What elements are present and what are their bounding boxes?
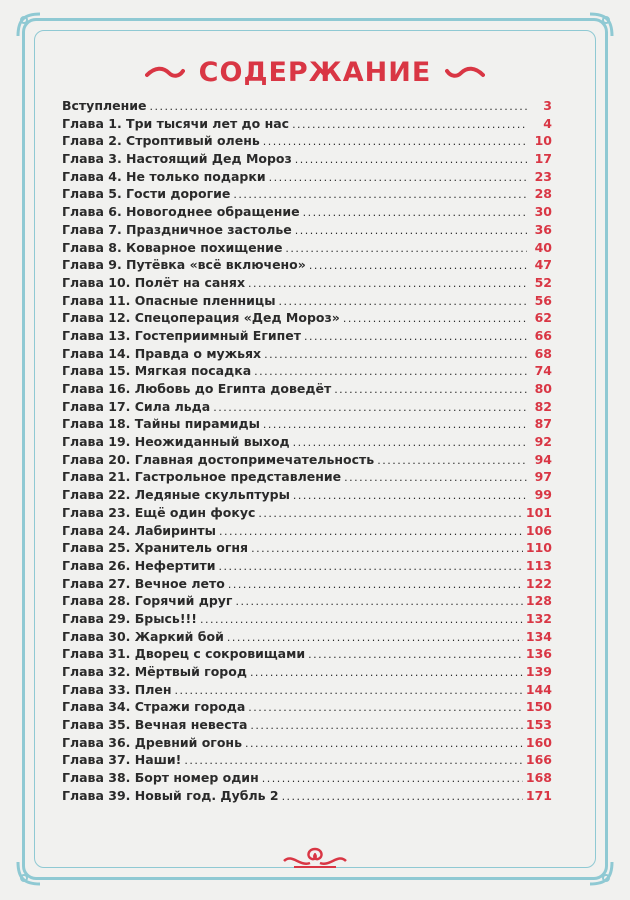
toc-entry-page: 110 (525, 540, 552, 556)
toc-entry-page: 92 (534, 434, 552, 450)
toc-entry-title: Глава 9. Путёвка «всё включено» (62, 257, 306, 273)
toc-entry-page: 47 (534, 257, 552, 273)
toc-entry (62, 310, 552, 328)
toc-entry (62, 381, 552, 399)
toc-entry-page: 30 (534, 204, 552, 220)
dot-leader (308, 648, 523, 661)
toc-entry-title: Глава 13. Гостеприимный Египет (62, 327, 301, 343)
toc-entry-page: 166 (525, 752, 552, 768)
toc-entry (62, 593, 552, 611)
toc-entry-page: 87 (534, 416, 552, 432)
dot-leader (250, 666, 523, 679)
dot-leader (295, 224, 527, 237)
toc-entry-title: Глава 36. Древний огонь (62, 734, 242, 750)
toc-entry (62, 682, 552, 700)
dot-leader (248, 701, 523, 714)
toc-entry-title: Глава 34. Стражи города (62, 699, 246, 715)
toc-entry (62, 576, 552, 594)
toc-entry-title: Глава 5. Гости дорогие (62, 186, 231, 202)
toc-entry-title: Глава 24. Лабиринты (62, 522, 216, 538)
toc-entry-title: Вступление (62, 98, 147, 113)
toc-entry-page: 139 (525, 664, 552, 679)
toc-entry-page: 171 (525, 787, 552, 803)
toc-entry-title: Глава 18. Тайны пирамиды (62, 416, 260, 432)
toc-entry (62, 186, 552, 204)
toc-entry (62, 452, 552, 470)
toc-entry (62, 98, 552, 116)
toc-entry-title: Глава 29. Брысь!!! (62, 610, 197, 626)
toc-entry-title: Глава 28. Горячий друг (62, 593, 233, 609)
dot-leader (377, 454, 527, 467)
dot-leader (245, 737, 523, 750)
toc-entry-page: 23 (534, 168, 552, 184)
dot-leader (304, 330, 527, 343)
toc-entry-title: Глава 3. Настоящий Дед Мороз (62, 151, 292, 167)
dot-leader (303, 206, 527, 219)
toc-entry-title: Глава 10. Полёт на санях (62, 274, 246, 290)
toc-entry (62, 629, 552, 647)
toc-entry-page: 150 (525, 699, 552, 715)
toc-entry-page: 168 (525, 770, 552, 786)
toc-entry-title: Глава 21. Гастрольное представление (62, 469, 342, 485)
toc-entry-page: 74 (534, 363, 552, 379)
toc-entry-title: Глава 12. Спецоперация «Дед Мороз» (62, 310, 340, 326)
dot-leader (293, 436, 527, 449)
toc-entry (62, 257, 552, 275)
toc-entry (62, 151, 552, 169)
toc-entry-title: Глава 35. Вечная невеста (62, 717, 248, 733)
dot-leader (174, 684, 522, 697)
toc-entry (62, 523, 552, 541)
toc-entry-page: 99 (534, 487, 552, 503)
toc-entry-title: Глава 22. Ледяные скульптуры (62, 487, 290, 503)
toc-entry-title: Глава 19. Неожиданный выход (62, 434, 290, 450)
toc-entry-title: Глава 25. Хранитель огня (62, 540, 249, 556)
toc-entry (62, 416, 552, 434)
toc-entry (62, 735, 552, 753)
dot-leader (293, 489, 527, 502)
toc-entry (62, 434, 552, 452)
toc-entry-title: Глава 1. Три тысячи лет до нас (62, 115, 290, 131)
toc-entry-title: Глава 32. Мёртвый город (62, 664, 247, 679)
toc-entry (62, 505, 552, 523)
toc-entry (62, 133, 552, 151)
dot-leader (213, 401, 527, 414)
dot-leader (248, 277, 527, 290)
dot-leader (258, 507, 523, 520)
dot-leader (254, 365, 527, 378)
toc-entry-title: Глава 11. Опасные пленницы (62, 292, 276, 308)
toc-entry (62, 558, 552, 576)
dot-leader (235, 595, 522, 608)
toc-entry (62, 487, 552, 505)
toc-entry-page: 160 (525, 734, 552, 750)
page-title: СОДЕРЖАНИЕ (198, 56, 432, 88)
toc-entry-page: 3 (543, 98, 552, 113)
toc-entry (62, 699, 552, 717)
toc-entry-page: 28 (534, 186, 552, 202)
toc-entry (62, 788, 552, 806)
toc-entry (62, 611, 552, 629)
toc-entry (62, 275, 552, 293)
toc-entry (62, 169, 552, 187)
dot-leader (219, 560, 523, 573)
toc-entry-title: Глава 14. Правда о мужьях (62, 345, 262, 361)
toc-entry-title: Глава 26. Нефертити (62, 557, 216, 573)
toc-entry (62, 469, 552, 487)
toc-entry-page: 97 (534, 469, 552, 485)
bottom-ornament-icon (280, 845, 350, 871)
toc-entry-page: 101 (525, 504, 552, 520)
dot-leader (334, 383, 527, 396)
toc-entry-title: Глава 38. Борт номер один (62, 770, 259, 786)
toc-entry-page: 113 (525, 557, 552, 573)
toc-entry-page: 80 (534, 381, 552, 396)
title-block (0, 52, 630, 92)
toc-entry-page: 136 (525, 646, 552, 662)
dot-leader (295, 153, 527, 166)
corner-ornament-icon (586, 10, 616, 40)
dot-leader (184, 754, 523, 767)
toc-entry-page: 17 (534, 151, 552, 167)
dot-leader (292, 118, 527, 131)
dot-leader (149, 100, 527, 113)
toc-entry (62, 222, 552, 240)
dot-leader (251, 542, 523, 555)
toc-entry-title: Глава 15. Мягкая посадка (62, 363, 252, 379)
toc-entry-page: 94 (534, 451, 552, 467)
toc-entry-title: Глава 4. Не только подарки (62, 168, 266, 184)
toc-entry-page: 4 (543, 115, 552, 131)
dot-leader (200, 613, 523, 626)
toc-entry (62, 240, 552, 258)
toc-entry (62, 293, 552, 311)
table-of-contents (62, 98, 552, 806)
toc-entry-title: Глава 23. Ещё один фокус (62, 504, 256, 520)
toc-entry-page: 66 (534, 327, 552, 343)
toc-entry (62, 116, 552, 134)
toc-entry-title: Глава 27. Вечное лето (62, 575, 225, 591)
toc-entry-title: Глава 16. Любовь до Египта доведёт (62, 381, 332, 396)
toc-entry-title: Глава 39. Новый год. Дубль 2 (62, 787, 279, 803)
toc-entry-page: 62 (534, 310, 552, 326)
toc-entry-page: 128 (525, 593, 552, 609)
dot-leader (263, 135, 527, 148)
toc-entry (62, 328, 552, 346)
dot-leader (264, 348, 527, 361)
corner-ornament-icon (14, 10, 44, 40)
dot-leader (219, 525, 523, 538)
toc-entry (62, 770, 552, 788)
left-swirl-icon (145, 65, 185, 79)
dot-leader (250, 719, 523, 732)
dot-leader (309, 259, 527, 272)
toc-entry-title: Глава 7. Праздничное застолье (62, 221, 292, 237)
toc-entry-title: Глава 37. Наши! (62, 752, 182, 768)
toc-entry-page: 144 (525, 681, 552, 697)
dot-leader (263, 418, 527, 431)
toc-entry-page: 122 (525, 575, 552, 591)
dot-leader (227, 631, 523, 644)
toc-entry-title: Глава 6. Новогоднее обращение (62, 204, 300, 220)
toc-entry (62, 346, 552, 364)
toc-entry-page: 134 (525, 628, 552, 644)
toc-entry (62, 399, 552, 417)
dot-leader (344, 471, 527, 484)
toc-entry-page: 82 (534, 398, 552, 414)
bottom-ornament (0, 845, 630, 875)
toc-entry (62, 204, 552, 222)
toc-entry-title: Глава 8. Коварное похищение (62, 239, 283, 255)
toc-entry-title: Глава 31. Дворец с сокровищами (62, 646, 306, 662)
toc-entry (62, 717, 552, 735)
toc-entry (62, 540, 552, 558)
toc-entry-page: 132 (525, 610, 552, 626)
toc-entry-title: Глава 33. Плен (62, 681, 172, 697)
toc-entry (62, 664, 552, 682)
toc-entry (62, 363, 552, 381)
toc-entry-title: Глава 20. Главная достопримечательность (62, 451, 375, 467)
dot-leader (282, 790, 523, 803)
toc-entry (62, 646, 552, 664)
toc-entry-page: 10 (534, 133, 552, 149)
toc-entry-page: 52 (534, 274, 552, 290)
toc-entry-title: Глава 17. Сила льда (62, 398, 211, 414)
dot-leader (262, 772, 523, 785)
toc-entry-page: 36 (534, 221, 552, 237)
toc-entry-page: 68 (534, 345, 552, 361)
dot-leader (279, 295, 528, 308)
dot-leader (269, 171, 527, 184)
toc-entry-title: Глава 2. Строптивый олень (62, 133, 260, 149)
dot-leader (343, 312, 527, 325)
toc-entry (62, 752, 552, 770)
toc-entry-page: 106 (525, 522, 552, 538)
dot-leader (228, 578, 523, 591)
toc-entry-title: Глава 30. Жаркий бой (62, 628, 224, 644)
toc-entry-page: 40 (534, 239, 552, 255)
toc-entry-page: 153 (525, 717, 552, 733)
right-swirl-icon (445, 65, 485, 79)
dot-leader (233, 188, 527, 201)
dot-leader (285, 242, 527, 255)
toc-entry-page: 56 (534, 292, 552, 308)
